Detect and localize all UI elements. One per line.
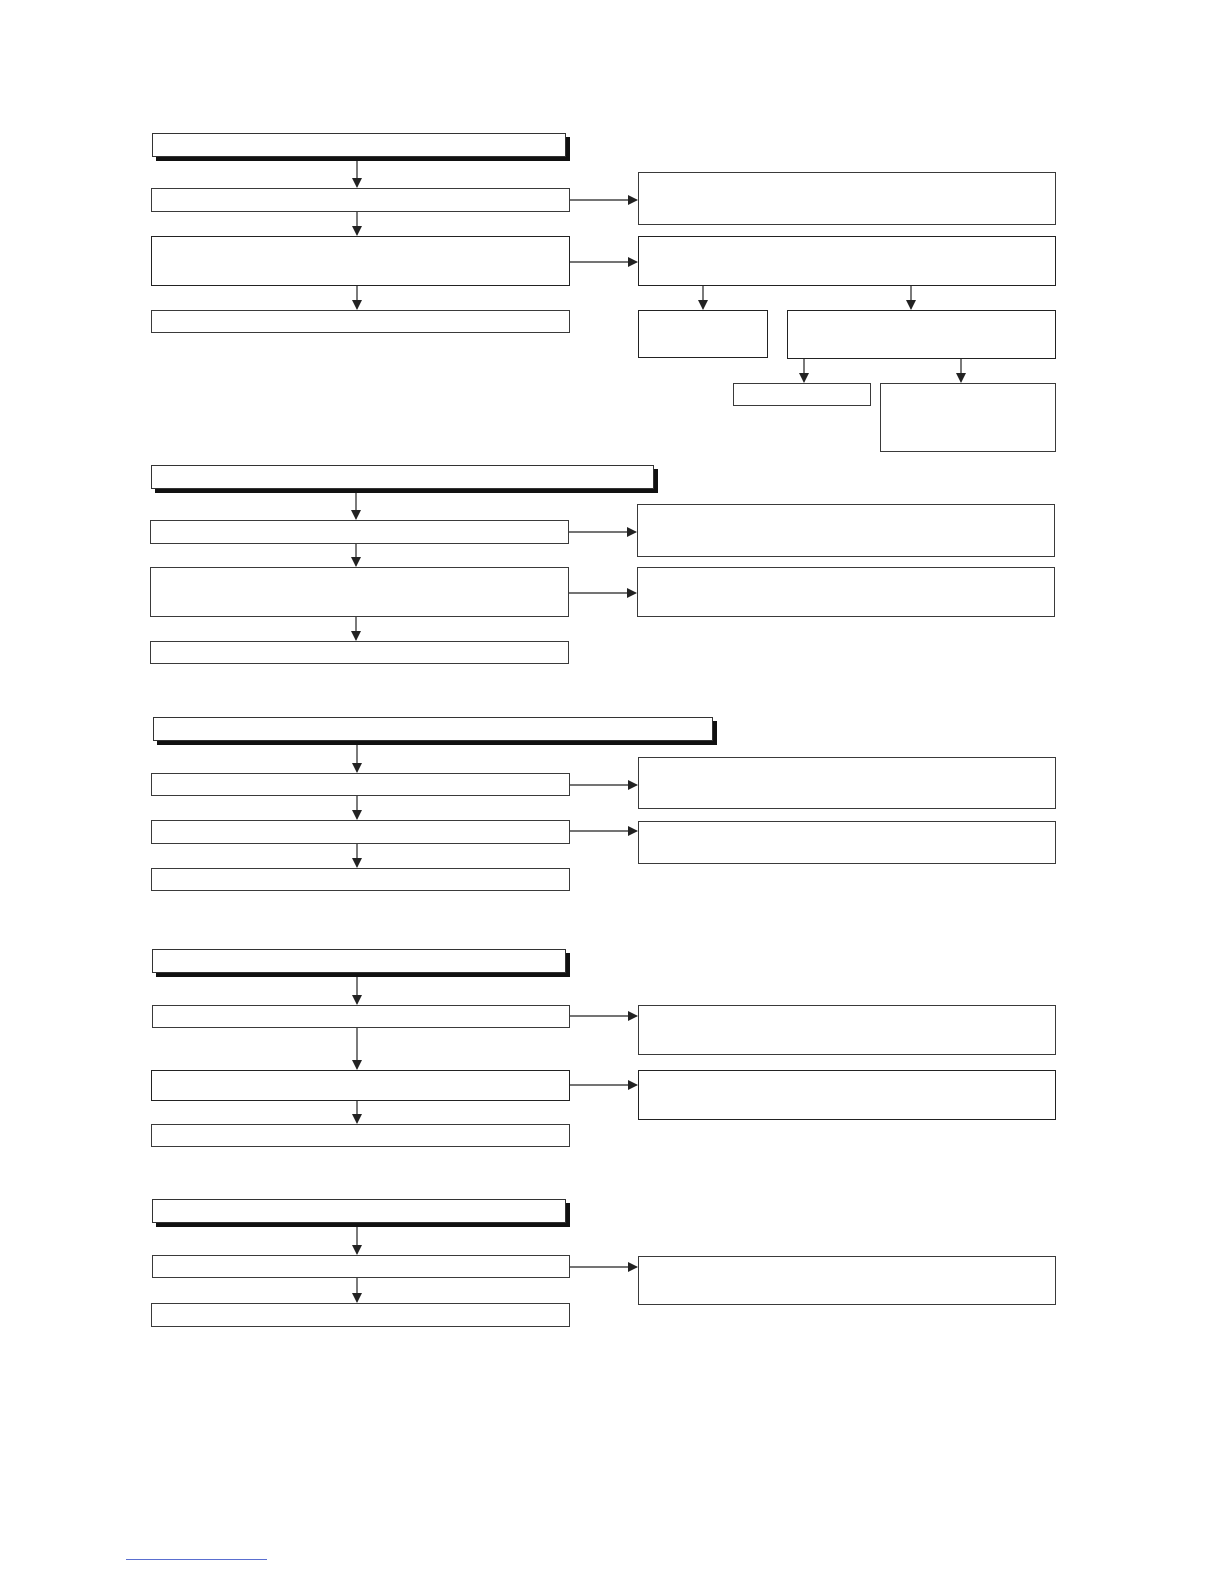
section-2-side-box-1-text [638,505,1054,511]
section-4-step-1 [152,1005,570,1028]
section-4-step-3-text [152,1125,569,1131]
section-5-side-box-1-text [639,1257,1055,1263]
section-2-step-1 [150,520,569,544]
section-1-step-2 [151,236,570,286]
section-1-side-box-1 [638,172,1056,225]
section-4-step-1-text [153,1006,569,1012]
section-4-side-box-1-text [639,1006,1055,1012]
section-3-step-1 [151,773,570,796]
section-4-step-2-text [152,1071,569,1077]
section-3-side-box-1-text [639,758,1055,764]
section-4-step-3 [151,1124,570,1147]
section-4-title [152,949,566,973]
section-3-title [153,717,713,741]
section-1-branch-box-2-text [788,311,1055,317]
section-1-branch-box-2 [787,310,1056,359]
section-5-step-1-text [153,1256,569,1262]
section-3-step-3-text [152,869,569,875]
section-1-branch-box-1 [638,310,768,358]
section-2-title-text [152,466,653,472]
section-2-title [151,465,654,489]
section-5-step-2 [151,1303,570,1327]
section-1-branch-box-1-text [639,311,767,317]
section-3-side-box-1 [638,757,1056,809]
section-4-side-box-1 [638,1005,1056,1055]
section-1-step-1-text [152,189,569,195]
section-4-side-box-2 [638,1070,1056,1120]
section-1-sub-branch-box-1-text [734,384,870,390]
section-5-title-text [153,1200,565,1206]
section-2-step-2-text [151,568,568,574]
section-1-step-3-text [152,311,569,317]
section-1-sub-branch-box-2 [880,383,1056,452]
section-5-step-2-text [152,1304,569,1310]
section-3-step-2-text [152,821,569,827]
section-1-title-text [153,134,565,140]
section-1-step-1 [151,188,570,212]
section-3-side-box-2 [638,821,1056,864]
section-4-side-box-2-text [639,1071,1055,1077]
section-3-step-3 [151,868,570,891]
section-5-title [152,1199,566,1223]
section-1-sub-branch-box-1 [733,383,871,406]
section-5-step-1 [152,1255,570,1278]
section-3-step-1-text [152,774,569,780]
section-3-step-2 [151,820,570,844]
section-1-side-box-1-text [639,173,1055,179]
section-2-side-box-2-text [638,568,1054,574]
section-4-title-text [153,950,565,956]
footer-link-underline[interactable] [126,1559,267,1560]
section-2-step-3 [150,641,569,664]
section-5-side-box-1 [638,1256,1056,1305]
section-2-side-box-2 [637,567,1055,617]
section-1-side-box-2-text [639,237,1055,243]
section-2-step-2 [150,567,569,617]
section-1-step-2-text [152,237,569,243]
section-1-side-box-2 [638,236,1056,286]
section-2-side-box-1 [637,504,1055,557]
section-4-step-2 [151,1070,570,1101]
section-1-step-3 [151,310,570,333]
section-1-sub-branch-box-2-text [881,384,1055,390]
section-3-side-box-2-text [639,822,1055,828]
section-2-step-3-text [151,642,568,648]
section-2-step-1-text [151,521,568,527]
section-1-title [152,133,566,157]
section-3-title-text [154,718,712,724]
